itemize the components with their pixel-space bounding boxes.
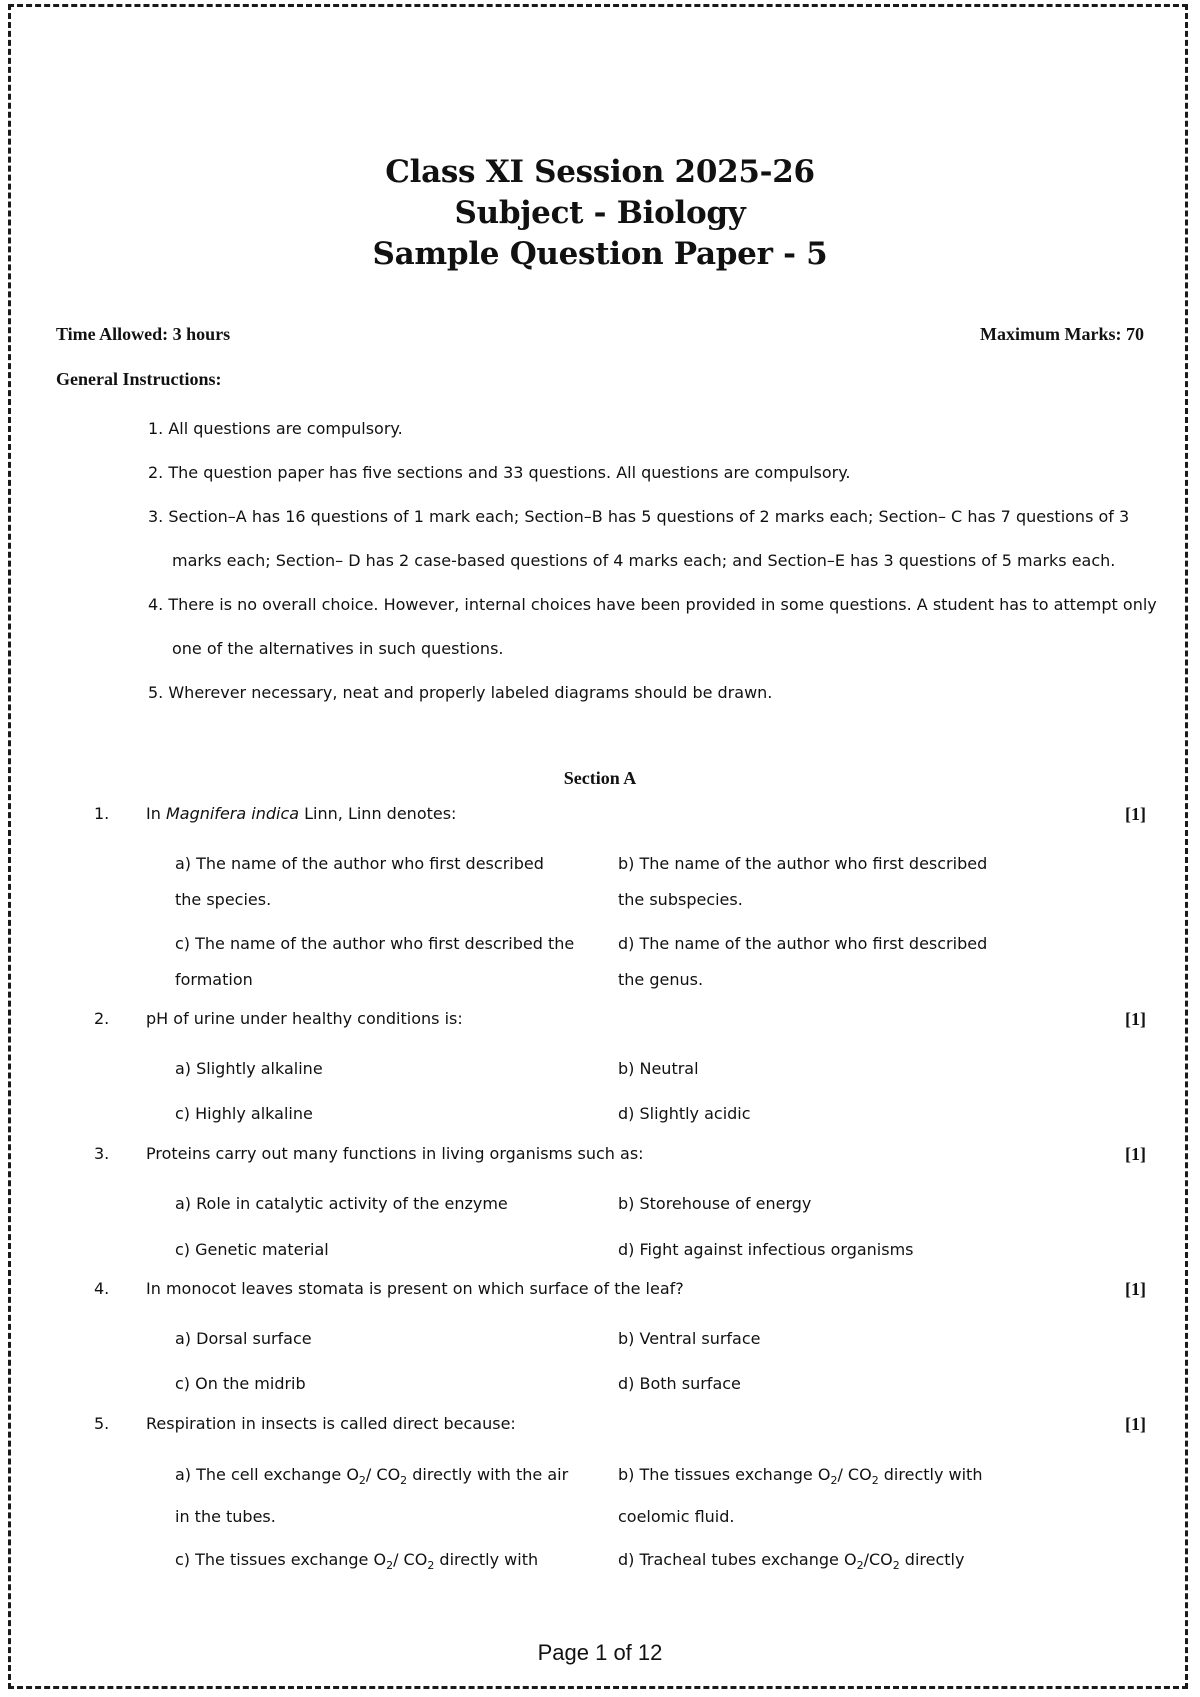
option-d: d) Slightly acidic (618, 1104, 751, 1123)
option-b: b) The tissues exchange $O_2/$ $CO_2$ directly with coelomic fluid. (618, 1465, 983, 1527)
option-c: c) Highly alkaline (175, 1104, 313, 1123)
option-c: c) Genetic material (175, 1240, 329, 1259)
question-text: In Magnifera indica Linn, Linn denotes: (146, 804, 457, 823)
instruction-item: 1. All questions are compulsory. (148, 419, 403, 438)
instruction-item: 5. Wherever necessary, neat and properly labeled diagrams should be drawn. (148, 683, 773, 702)
option-b: b) Storehouse of energy (618, 1194, 812, 1213)
question-marks: [1] (1125, 1279, 1146, 1299)
option-c: c) On the midrib (175, 1374, 306, 1393)
question-number: 5. (94, 1414, 110, 1433)
question-marks: [1] (1125, 1414, 1146, 1434)
question-text: pH of urine under healthy conditions is: (146, 1009, 463, 1028)
option-d: d) Tracheal tubes exchange $O_2/CO_2$ directly (618, 1550, 965, 1573)
question-number: 1. (94, 804, 110, 823)
option-d: d) Fight against infectious organisms (618, 1240, 914, 1259)
question-text: Proteins carry out many functions in living organisms such as: (146, 1144, 644, 1163)
option-a: a) Role in catalytic activity of the enzyme (175, 1194, 508, 1213)
page-number: Page 1 of 12 (537, 1640, 663, 1665)
paper-title-subject: Subject - Biology (454, 195, 746, 231)
option-b: b) The name of the author who first described the subspecies. (618, 854, 988, 909)
question-text: Respiration in insects is called direct because: (146, 1414, 516, 1433)
paper-title-paper: Sample Question Paper - 5 (372, 236, 828, 272)
paper-title-class: Class XI Session 2025-26 (385, 154, 815, 190)
question-marks: [1] (1125, 1144, 1146, 1164)
question-number: 2. (94, 1009, 110, 1028)
option-d: d) Both surface (618, 1374, 741, 1393)
instructions-list (148, 407, 1157, 715)
question-text: In monocot leaves stomata is present on which surface of the leaf? (146, 1279, 684, 1298)
time-allowed: Time Allowed: 3 hours (56, 324, 231, 344)
option-a: a) The cell exchange $O_2/$ $CO_2$ directly with the air in the tubes. (175, 1465, 569, 1527)
instructions-heading: General Instructions: (56, 369, 222, 389)
option-a: a) Dorsal surface (175, 1329, 312, 1348)
option-a: a) The name of the author who first described the species. (175, 854, 544, 909)
question-number: 4. (94, 1279, 110, 1298)
option-b: b) Ventral surface (618, 1329, 761, 1348)
option-d: d) The name of the author who first described the genus. (618, 934, 988, 989)
question-marks: [1] (1125, 804, 1146, 824)
instruction-item: 3. Section–A has 16 questions of 1 mark each; Section–B has 5 questions of 2 marks each; Section– C has 7 questions of 3 marks each; Section– D has 2 case-based questions of 4 marks each; and Section–E has 3 questions of 5 marks each. (148, 507, 1130, 570)
option-c: c) The tissues exchange $O_2/$ $CO_2$ directly with (175, 1550, 539, 1573)
question-number: 3. (94, 1144, 110, 1163)
question-marks: [1] (1125, 1009, 1146, 1029)
option-c: c) The name of the author who first described the formation (175, 934, 575, 989)
maximum-marks: Maximum Marks: 70 (980, 324, 1144, 344)
option-a: a) Slightly alkaline (175, 1059, 323, 1078)
section-a-heading: Section A (563, 768, 637, 788)
instruction-item: 2. The question paper has five sections and 33 questions. All questions are compulsory. (148, 463, 851, 482)
option-b: b) Neutral (618, 1059, 699, 1078)
species-name: Magnifera indica (165, 804, 300, 823)
instruction-item: 4. There is no overall choice. However, internal choices have been provided in some questions. A student has to attempt only one of the alternatives in such questions. (148, 595, 1157, 658)
